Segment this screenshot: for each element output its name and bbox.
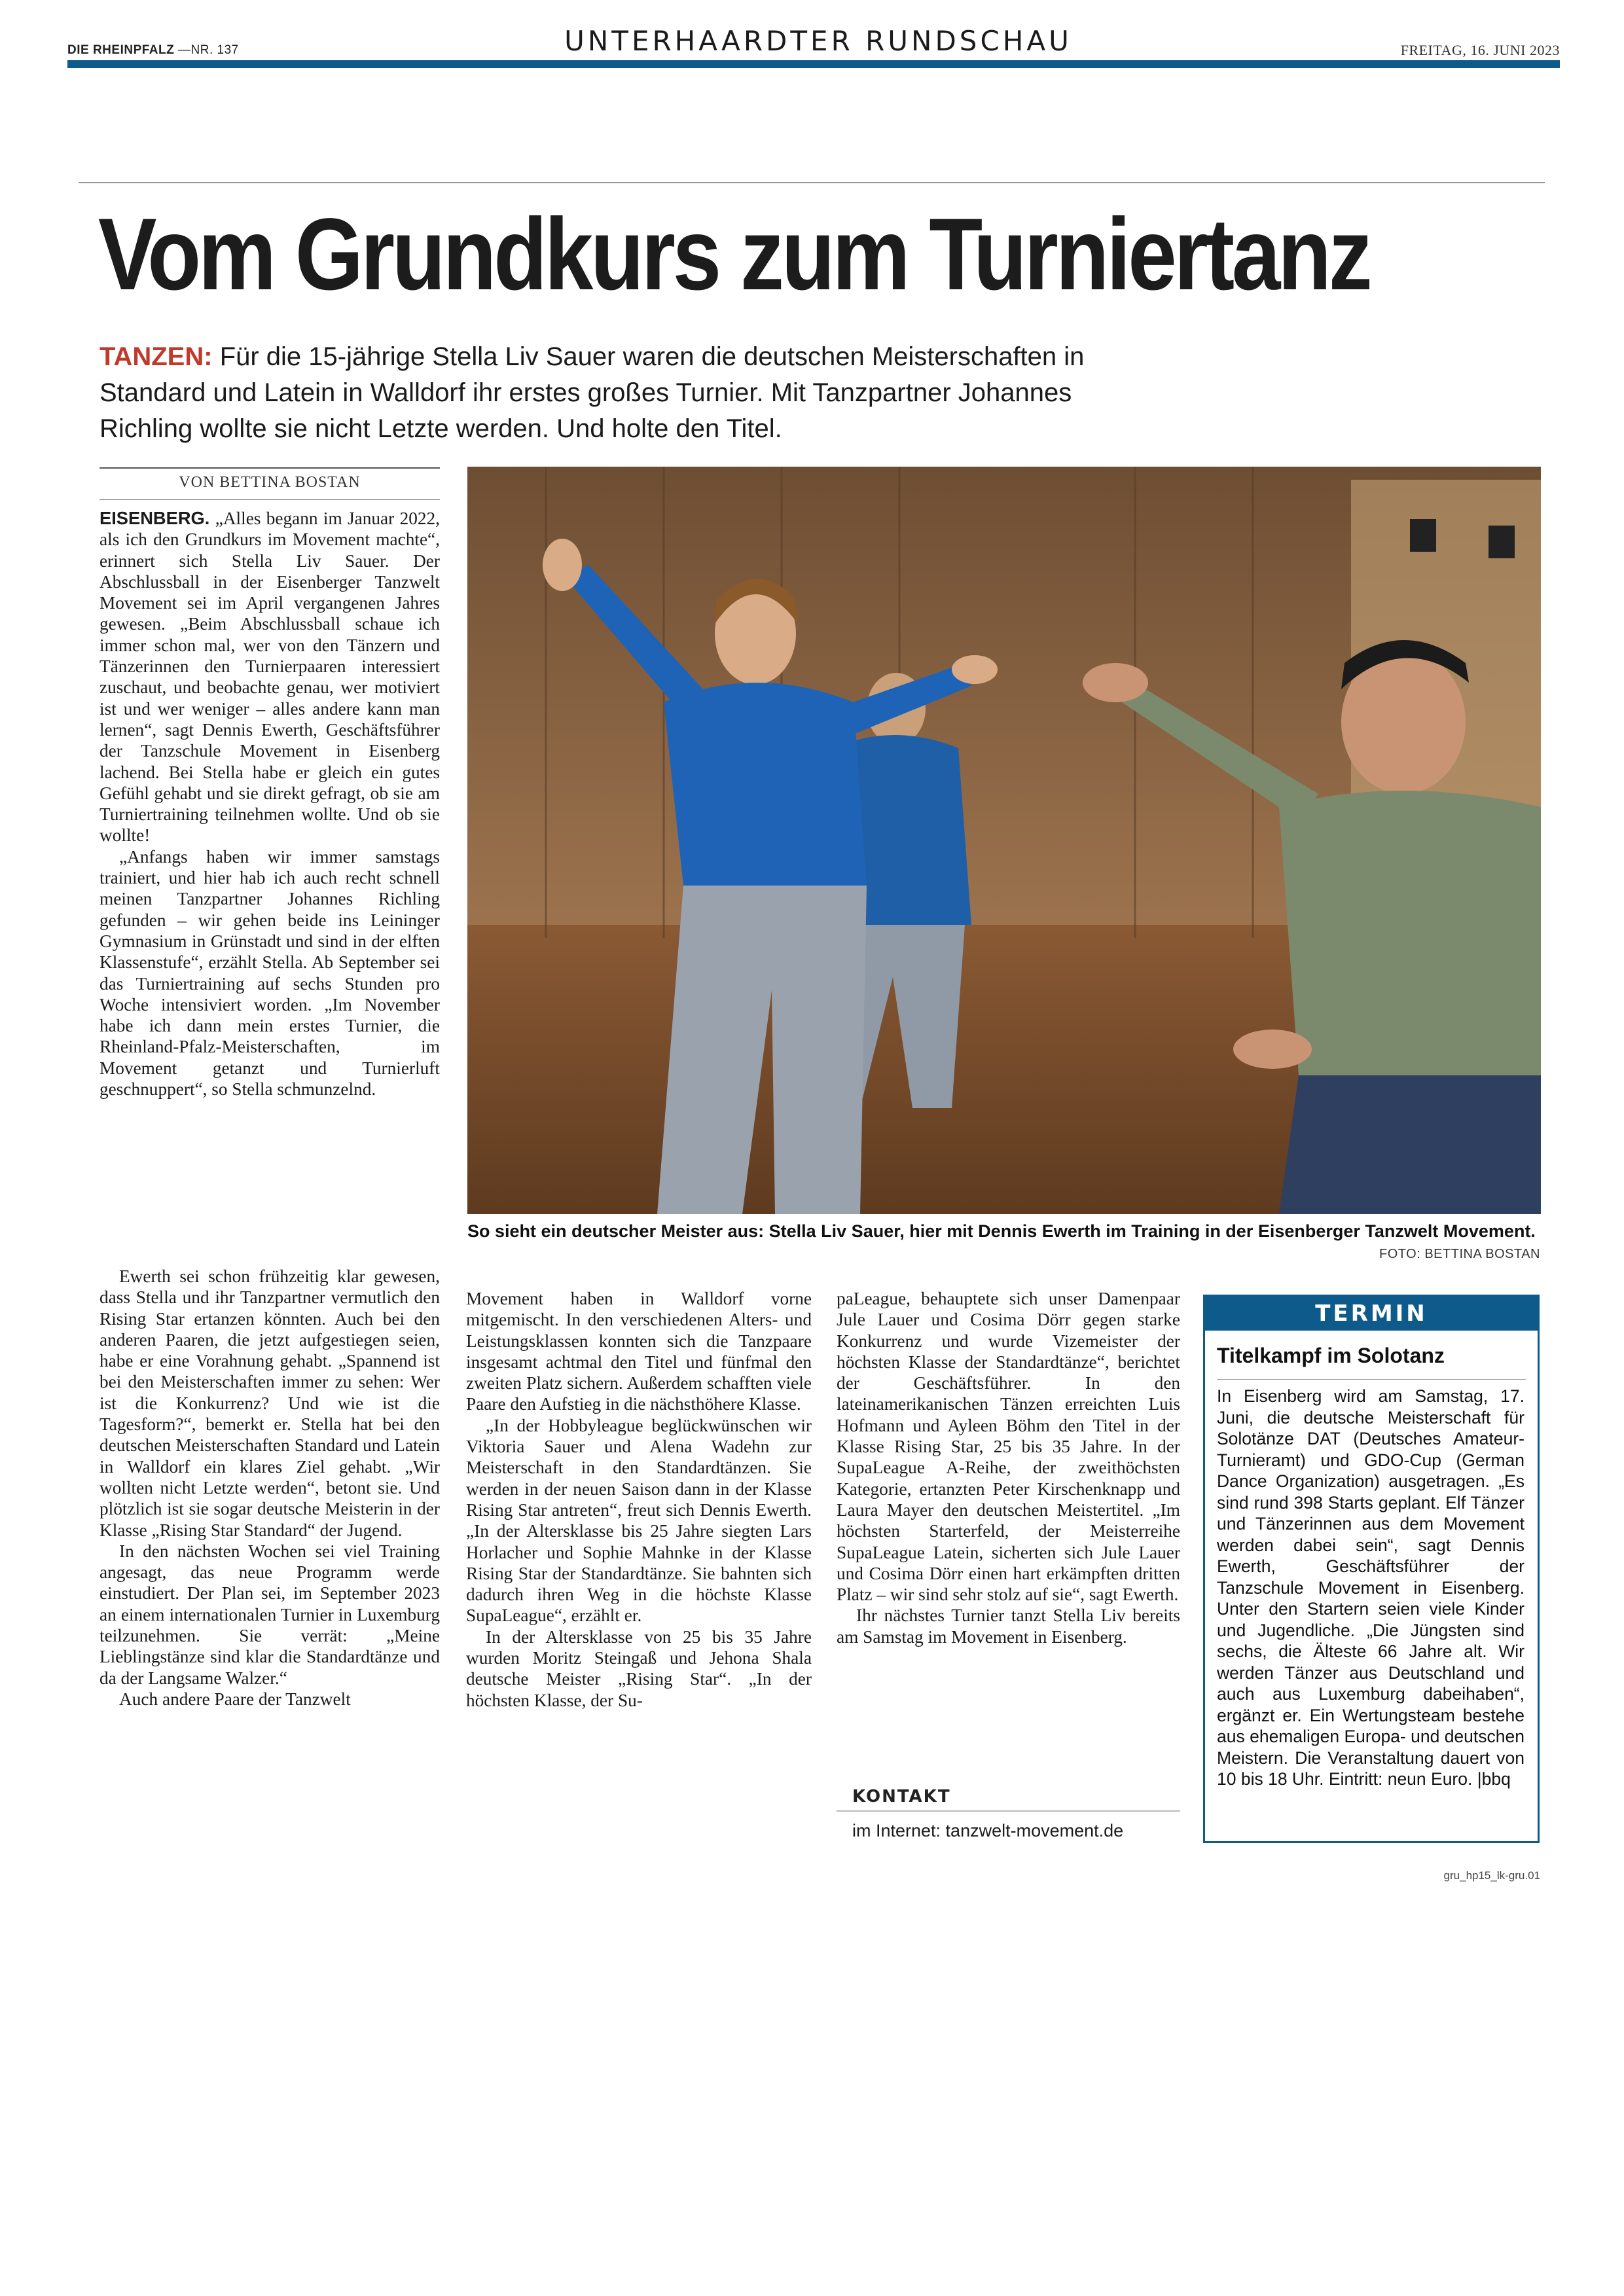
- paper-name: DIE RHEINPFALZ: [67, 43, 175, 57]
- article-column-1-bottom: [99, 1266, 440, 1710]
- teaser-text: Für die 15-jährige Stella Liv Sauer waren die deutschen Meisterschaften in Standard und Latein in Walldorf ihr erstes großes Turnier. Mit Tanzpartner Johannes Richling wollte sie nicht Letzte werden. Und holte den Titel.: [99, 342, 1085, 443]
- paragraph: In der Altersklasse von 25 bis 35 Jahre wurden Moritz Steingaß und Jehona Shala deutsche Meister „Rising Star“. „In der höchsten Klasse, der Su-: [466, 1626, 812, 1710]
- photo-credit: FOTO: BETTINA BOSTAN: [1379, 1247, 1540, 1261]
- photo-caption: So sieht ein deutscher Meister aus: Stella Liv Sauer, hier mit Dennis Ewerth im Training in der Eisenberger Tanzwelt Movement.: [467, 1221, 1536, 1241]
- teaser: [99, 339, 1160, 447]
- paragraph: „In der Hobbyleague beglückwünschen wir Viktoria Sauer und Alena Wadehn zur Meisterschaft in den Standardtänzen. Sie werden in der neuen Saison dann in der Klasse Rising Star antreten“, freut sich Dennis Ewerth. „In der Altersklasse bis 25 Jahre siegten Lars Horlacher und Sophie Mahnke in der Klasse Rising Star der Standardtänze. Sie bahnten sich dadurch ihren Weg in die höchste Klasse SupaLeague“, erzählt er.: [466, 1415, 812, 1626]
- termin-label: TERMIN: [1205, 1297, 1538, 1331]
- article-column-1-top: [99, 508, 440, 1100]
- paragraph: Movement haben in Walldorf vorne mitgemischt. In den verschiedenen Alters- und Leistungsklassen konnten sich die Tanzpaare insgesamt achtmal den Titel und fünfmal den zweiten Platz sichern. Außerdem schafften viele Paare den Aufstieg in die nächsthöhere Klasse.: [466, 1289, 812, 1414]
- dateline: EISENBERG.: [99, 508, 210, 528]
- paragraph: Ewerth sei schon frühzeitig klar gewesen, dass Stella und ihr Tanzpartner vermutlich den Rising Star ertanzen könnten. Auch bei den anderen Paaren, die jetzt aufgestiegen seien, habe er eine Vorahnung gehabt. „Spannend ist bei den Meisterschaften immer zu sehen: Wer ist die Konkurrenz? Und wie ist die Tagesform?“, bemerkt er. Stella hat bei den deutschen Meisterschaften Standard und Latein in Walldorf ein klares Ziel gehabt. „Wir wollten nicht Letzte werden“, betont sie. Und plötzlich ist sie sogar deutsche Meisterin in der Klasse „Rising Star Standard“ der Jugend.: [99, 1266, 440, 1540]
- paragraph: Ihr nächstes Turnier tanzt Stella Liv bereits am Samstag im Movement in Eisenberg.: [837, 1605, 1180, 1647]
- termin-title: Titelkampf im Solotanz: [1217, 1344, 1445, 1367]
- page-code: gru_hp15_lk-gru.01: [1443, 1869, 1540, 1882]
- paragraph-text: „Alles begann im Januar 2022, als ich den Grundkurs im Movement machte“, erinnert sich Stella Liv Sauer. Der Abschlussball in der Eisenberger Tanzwelt Movement sei im April vergangenen Jahres gewesen. „Beim Abschlussball schaue ich immer schon mal, wer von den Tänzern und Tänzerinnen den Turnierpaaren interessiert zuschaut, und beobachte genau, wer motiviert ist und wer weniger – alles andere kann man lernen“, sagt Dennis Ewerth, Geschäftsführer der Tanzschule Movement in Eisenberg lachend. Bei Stella habe er gleich ein gutes Gefühl gehabt und sie direkt gefragt, ob sie am Turniertraining teilnehmen wollte. Und ob sie wollte!: [99, 509, 440, 846]
- divider: [99, 499, 440, 500]
- paragraph: paLeague, behauptete sich unser Damenpaar Jule Lauer und Cosima Dörr gegen starke Konkurrenz und wurde Vizemeister der höchsten Klasse der Standardtänze“, berichtet der Geschäftsführer. In den lateinamerikanischen Tänzen erreichten Luis Hofmann und Ayleen Böhm den Titel in der Klasse Rising Star, 25 bis 35 Jahre. In der SupaLeague A-Reihe, der zweithöchsten Kategorie, ertanzten Peter Kirschenknapp und Laura Mayer den deutschen Meistertitel. „Im höchsten Starterfeld, der Meisterreihe SupaLeague Latein, sicherten sich Jule Lauer und Cosima Dörr einen hart erkämpften dritten Platz – wir sind sehr stolz auf sie“, sagt Ewerth.: [837, 1289, 1180, 1605]
- issue-date: FREITAG, 16. JUNI 2023: [1400, 42, 1560, 58]
- teaser-kicker: TANZEN:: [99, 342, 213, 371]
- termin-text: In Eisenberg wird am Samstag, 17. Juni, die deutsche Meisterschaft für Solotänze DAT (Deutsches Amateur-Turnieramt) und GDO-Cup (German Dance Organization) ausgetragen. „Es sind rund 398 Starts geplant. Elf Tänzer und Tänzerinnen aus dem Movement werden dabei sein“, sagt Dennis Ewerth, Geschäftsführer der Tanzschule Movement in Eisenberg. Unter den Startern seien viele Kinder und Jugendliche. „Die Jüngsten sind sechs, die Älteste 66 Jahre alt. Wir werden Tänzer aus Deutschland und auch aus Luxemburg dabeihaben“, ergänzt er. Ein Wertungsteam bestehe aus ehemaligen Europa- und deutschen Meistern. Die Veranstaltung dauert von 10 bis 18 Uhr. Eintritt: neun Euro. |bbq: [1217, 1386, 1525, 1789]
- divider: [79, 182, 1545, 183]
- kontakt-label: KONTAKT: [852, 1787, 951, 1806]
- article-column-2: [466, 1288, 812, 1711]
- paragraph: Auch andere Paare der Tanzwelt: [119, 1689, 351, 1709]
- kontakt-link[interactable]: im Internet: tanzwelt-movement.de: [852, 1821, 1124, 1840]
- byline: VON BETTINA BOSTAN: [179, 474, 361, 491]
- article-photo: [467, 467, 1541, 1214]
- paragraph: „Anfangs haben wir immer samstags trainiert, und hier hab ich auch recht schnell meinen Tanzpartner Johannes Richling gefunden – wir gehen beide ins Leininger Gymnasium in Grünstadt und sind in der elften Klassenstufe“, erzählt Stella. Ab September sei das Turniertraining auf sechs Stunden pro Woche intensiviert worden. „Im November habe ich dann mein erstes Turnier, die Rheinland-Pfalz-Meisterschaften, im Movement getanzt und Turnierluft geschnuppert“, so Stella schmunzelnd.: [99, 846, 440, 1100]
- article-column-3: [837, 1288, 1180, 1647]
- paragraph: [99, 508, 440, 846]
- divider: [99, 467, 440, 469]
- divider: [837, 1810, 1180, 1812]
- section-title: UNTERHAARDTER RUNDSCHAU: [564, 25, 1072, 57]
- headline: Vom Grundkurs zum Turniertanz: [98, 198, 1370, 312]
- masthead-bar: [67, 60, 1560, 68]
- dance-training-photo: [467, 467, 1541, 1214]
- termin-box: [1203, 1295, 1540, 1843]
- masthead-left: [67, 43, 239, 58]
- issue-number: —NR. 137: [178, 43, 239, 57]
- paragraph: In den nächsten Wochen sei viel Training angesagt, das neue Programm werde einstudiert. Der Plan sei, im September 2023 an einem internationalen Turnier in Luxemburg teilzunehmen. Sie verrät: „Meine Lieblingstänze sind klar die Standardtänze und da der Langsame Walzer.“: [99, 1541, 440, 1688]
- divider: [1217, 1379, 1526, 1380]
